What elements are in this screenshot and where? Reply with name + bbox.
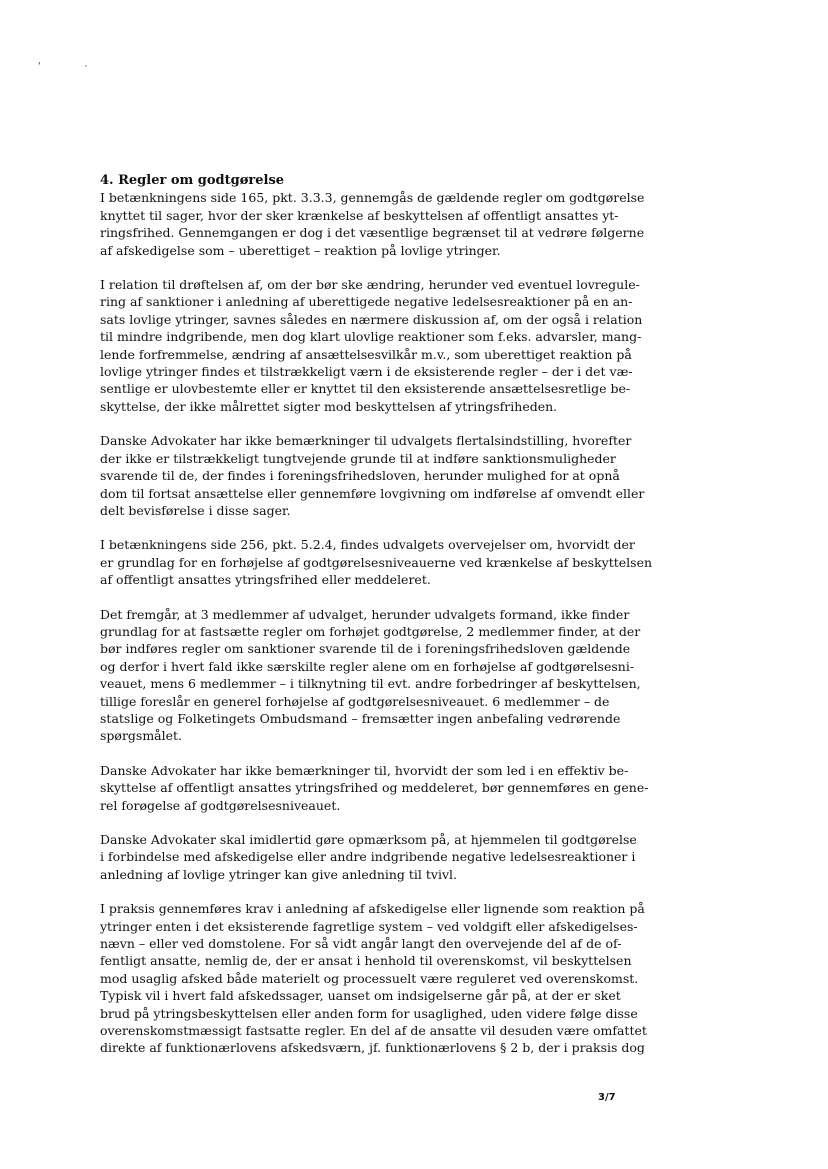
paragraph [100, 606, 641, 745]
text-line: mod usaglig afsked både materielt og processuelt være reguleret ved overenskomst. [100, 970, 639, 986]
text-line: dom til fortsat ansættelse eller gennemføre lovgivning om indførelse af omvendt eller [100, 485, 645, 501]
text-line: ytringer enten i det eksisterende fagretlige system – ved voldgift eller afskedigelses- [100, 918, 638, 934]
text-line: direkte af funktionærlovens afskedsværn, jf. funktionærlovens § 2 b, der i praksis dog [100, 1040, 645, 1056]
text-line: spørgsmålet. [100, 728, 183, 744]
text-line: fentligt ansatte, nemlig de, der er ansat i henhold til overenskomst, vil beskyttelsen [100, 953, 632, 969]
text-line: Danske Advokater har ikke bemærkninger til udvalgets flertalsindstilling, hvorefter [100, 433, 632, 449]
text-line: Danske Advokater har ikke bemærkninger til, hvorvidt der som led i en effektiv be- [100, 762, 629, 778]
text-line: statslige og Folketingets Ombudsmand – fremsætter ingen anbefaling vedrørende [100, 710, 621, 726]
text-line: er grundlag for en forhøjelse af godtgørelsesniveauerne ved krænkelse af beskyttelsen [100, 554, 653, 570]
paragraph [100, 276, 643, 415]
text-line: svarende til de, der findes i foreningsfrihedsloven, herunder mulighed for at opnå [100, 468, 620, 484]
text-line: skyttelse af offentligt ansattes ytringsfrihed og meddeleret, bør gennemføres en gene- [100, 780, 649, 796]
text-line: lovlige ytringer findes et tilstrækkeligt værn i de eksisterende regler – der i det væ- [100, 364, 633, 380]
text-line: af afskedigelse som – uberettiget – reaktion på lovlige ytringer. [100, 242, 501, 258]
text-line: I relation til drøftelsen af, om der bør ske ændring, herunder ved eventuel lovregule- [100, 277, 640, 293]
document-body [100, 172, 653, 1074]
text-line: overenskomstmæssigt fastsatte regler. En del af de ansatte vil desuden være omfattet [100, 1023, 647, 1039]
text-line: Typisk vil i hvert fald afskedssager, uanset om indsigelserne går på, at der er sket [100, 988, 621, 1004]
text-line: tillige foreslår en generel forhøjelse af godtgørelsesniveauet. 6 medlemmer – de [100, 693, 610, 709]
text-line: nævn – eller ved domstolene. For så vidt angår langt den overvejende del af de of- [100, 936, 622, 952]
text-line: af offentligt ansattes ytringsfrihed eller meddeleret. [100, 572, 431, 588]
text-line: sats lovlige ytringer, savnes således en nærmere diskussion af, om der også i relation [100, 311, 643, 327]
text-line: I betænkningens side 256, pkt. 5.2.4, findes udvalgets overvejelser om, hvorvidt der [100, 537, 635, 553]
page-number: 3/7 [598, 1092, 616, 1103]
text-line: I praksis gennemføres krav i anledning af afskedigelse eller lignende som reaktion på [100, 901, 645, 917]
paragraph [100, 432, 645, 519]
text-line: lende forfremmelse, ændring af ansættelsesvilkår m.v., som uberettiget reaktion på [100, 346, 632, 362]
text-line: anledning af lovlige ytringer kan give anledning til tvivl. [100, 866, 458, 882]
scan-marks [38, 62, 87, 72]
text-line: sentlige er ulovbestemte eller er knyttet til den eksisterende ansættelsesretlige be- [100, 381, 631, 397]
text-line: grundlag for at fastsætte regler om forhøjet godtgørelse, 2 medlemmer finder, at der [100, 623, 641, 639]
text-line: ring af sanktioner i anledning af uberettigede negative ledelsesreaktioner på en an- [100, 294, 633, 310]
text-line: Det fremgår, at 3 medlemmer af udvalget, herunder udvalgets formand, ikke finder [100, 606, 630, 622]
text-line: bør indføres regler om sanktioner svarende til de i foreningsfrihedsloven gældende [100, 641, 631, 657]
section-heading: 4. Regler om godtgørelse [100, 173, 285, 188]
paragraphs [100, 189, 653, 1056]
paragraph [100, 762, 649, 814]
scan-mark: ' [38, 62, 41, 72]
paragraph [100, 536, 653, 588]
paragraph [100, 189, 645, 259]
text-line: i forbindelse med afskedigelse eller andre indgribende negative ledelsesreaktioner i [100, 849, 636, 865]
paragraph [100, 900, 647, 1057]
text-line: og derfor i hvert fald ikke særskilte regler alene om en forhøjelse af godtgørelsesni- [100, 658, 635, 674]
text-line: ringsfrihed. Gennemgangen er dog i det væsentlige begrænset til at vedrøre følgerne [100, 225, 645, 241]
text-line: delt bevisførelse i disse sager. [100, 502, 291, 518]
text-line: brud på ytringsbeskyttelsen eller anden form for usaglighed, uden videre følge disse [100, 1005, 638, 1021]
text-line: veauet, mens 6 medlemmer – i tilknytning til evt. andre forbedringer af beskyttelsen, [100, 676, 641, 692]
text-line: til mindre indgribende, men dog klart ulovlige reaktioner som f.eks. advarsler, mang- [100, 329, 642, 345]
text-line: der ikke er tilstrækkeligt tungtvejende grunde til at indføre sanktionsmuligheder [100, 450, 616, 466]
text-line: knyttet til sager, hvor der sker krænkelse af beskyttelsen af offentligt ansattes yt- [100, 207, 619, 223]
scan-mark: · [84, 62, 88, 72]
text-line: skyttelse, der ikke målrettet sigter mod beskyttelsen af ytringsfriheden. [100, 398, 558, 414]
text-line: rel forøgelse af godtgørelsesniveauet. [100, 797, 341, 813]
text-line: Danske Advokater skal imidlertid gøre opmærksom på, at hjemmelen til godtgørelse [100, 832, 637, 847]
text-line: I betænkningens side 165, pkt. 3.3.3, gennemgås de gældende regler om godtgørelse [100, 190, 645, 206]
paragraph [100, 831, 637, 883]
